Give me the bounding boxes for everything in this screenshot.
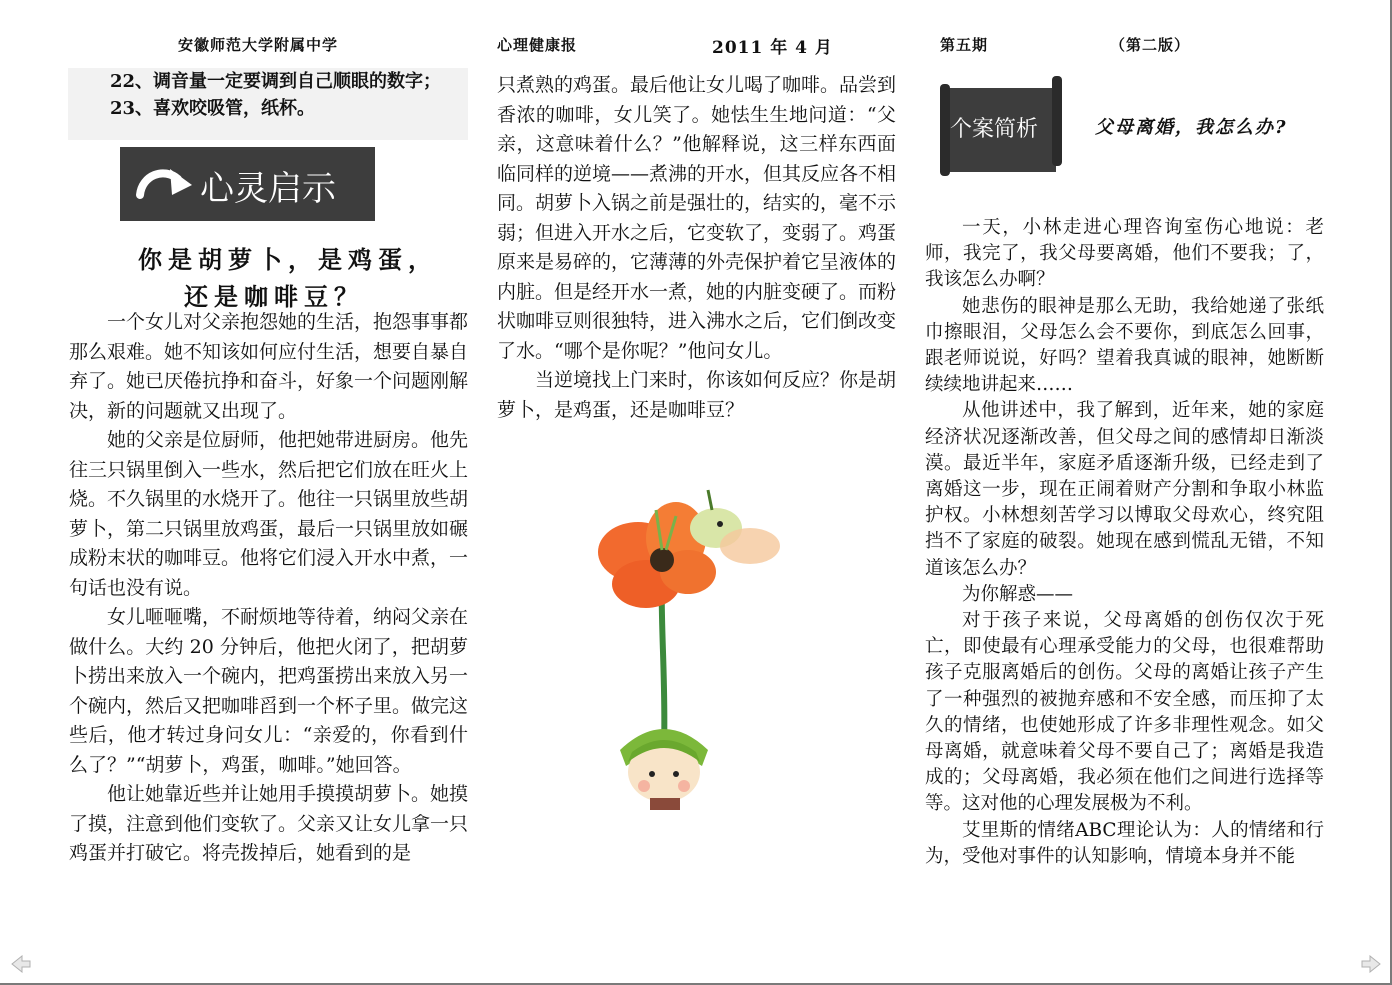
arrow-right-icon[interactable] bbox=[1360, 955, 1382, 973]
paragraph: 从他讲述中，我了解到，近年来，她的家庭经济状况逐渐改善，但父母之间的感情却日渐淡漠。最近半年，家庭矛盾逐渐升级，已经走到了离婚这一步，现在正闹着财产分割和争取小林监护权。小林想刻苦学习以博取父母欢心，终究阻挡不了家庭的破裂。她现在感到慌乱无错，不知道该怎么办？ bbox=[925, 400, 1324, 579]
scroll-label: 个案简析 bbox=[950, 117, 1039, 142]
header-paper: 心理健康报 bbox=[497, 36, 578, 54]
paragraph: 一个女儿对父亲抱怨她的生活，抱怨事事都那么艰难。她不知该如何应付生活，想要自暴自弃了。她已厌倦抗挣和奋斗，好象一个问题刚解决，新的问题就又出现了。 bbox=[69, 311, 469, 422]
header-issue: 第五期 bbox=[940, 36, 989, 54]
right-column-text bbox=[925, 215, 1324, 870]
list-box bbox=[68, 68, 468, 140]
flower-child-illustration bbox=[580, 480, 810, 810]
paragraph: 艾里斯的情绪ABC理论认为：人的情绪和行为，受他对事件的认知影响，情境本身并不能 bbox=[925, 819, 1324, 867]
banner-label: 心灵启示 bbox=[200, 169, 336, 209]
paragraph: 只煮熟的鸡蛋。最后他让女儿喝了咖啡。品尝到香浓的咖啡，女儿笑了。她怯生生地问道：“父亲，这意味着什么？”他解释说，这三样东西面临同样的逆境——煮沸的开水，但其反应各不相同。胡萝卜入锅之前是强壮的，结实的，毫不示弱；但进入开水之后，它变软了，变弱了。鸡蛋原来是易碎的，它薄薄的外壳保护着它呈液体的内脏。但是经开水一煮，她的内脏变硬了。而粉状咖啡豆则很独特，进入沸水之后，它们倒改变了水。“哪个是你呢？”他问女儿。 bbox=[497, 74, 897, 362]
header-edition: （第二版） bbox=[1110, 36, 1191, 54]
paragraph: 当逆境找上门来时，你该如何反应？你是胡萝卜，是鸡蛋，还是咖啡豆？ bbox=[497, 369, 897, 421]
curved-arrow-icon bbox=[134, 161, 196, 207]
list-item: 23、喜欢咬吸管，纸杯。 bbox=[110, 98, 316, 119]
header-school: 安徽师范大学附属中学 bbox=[178, 36, 339, 54]
section-banner bbox=[120, 147, 375, 221]
paragraph: 为你解惑—— bbox=[962, 583, 1074, 605]
article-title-line1: 你是胡萝卜，是鸡蛋， bbox=[138, 245, 438, 274]
article-title-line2: 还是咖啡豆？ bbox=[184, 282, 364, 311]
header-date: 2011 年 4 月 bbox=[712, 38, 833, 58]
left-column-text bbox=[69, 308, 468, 869]
paragraph: 她的父亲是位厨师，他把她带进厨房。他先往三只锅里倒入一些水，然后把它们放在旺火上烧。不久锅里的水烧开了。他往一只锅里放些胡萝卜，第二只锅里放鸡蛋，最后一只锅里放如碾成粉末状的咖啡豆。他将它们浸入开水中煮，一句话也没有说。 bbox=[69, 429, 469, 599]
paragraph: 她悲伤的眼神是那么无助，我给她递了张纸巾擦眼泪，父母怎么会不要你，到底怎么回事，跟老师说说，好吗？望着我真诚的眼神，她断断续续地讲起来…… bbox=[925, 295, 1324, 396]
list-item: 22、调音量一定要调到自己顺眼的数字； bbox=[110, 71, 442, 92]
case-title: 父母离婚，我怎么办? bbox=[1095, 117, 1288, 138]
arrow-left-icon[interactable] bbox=[10, 955, 32, 973]
paragraph: 他让她靠近些并让她用手摸摸胡萝卜。她摸了摸，注意到他们变软了。父亲又让女儿拿一只鸡蛋并打破它。将壳拨掉后，她看到的是 bbox=[69, 783, 469, 864]
middle-column-text bbox=[497, 71, 896, 425]
paragraph: 女儿咂咂嘴，不耐烦地等待着，纳闷父亲在做什么。大约 20 分钟后，他把火闭了，把胡萝卜捞出来放入一个碗内，把鸡蛋捞出来放入另一个碗内，然后又把咖啡舀到一个杯子里。做完这些后，他才转过身问女儿：“亲爱的，你看到什么了？”“胡萝卜，鸡蛋，咖啡。”她回答。 bbox=[69, 606, 469, 776]
paragraph: 对于孩子来说，父母离婚的创伤仅次于死亡，即使最有心理承受能力的父母，也很难帮助孩子克服离婚后的创伤。父母的离婚让孩子产生了一种强烈的被抛弃感和不安全感，而压抑了太久的情绪，也使她形成了许多非理性观念。如父母离婚，就意味着父母不要自己了；离婚是我造成的；父母离婚，我必须在他们之间进行选择等等。这对他的心理发展极为不利。 bbox=[925, 610, 1324, 815]
paragraph: 一天，小林走进心理咨询室伤心地说：老师，我完了，我父母要离婚，他们不要我；了，我该怎么办啊？ bbox=[925, 217, 1324, 291]
scroll-label-wrap bbox=[936, 76, 1066, 182]
